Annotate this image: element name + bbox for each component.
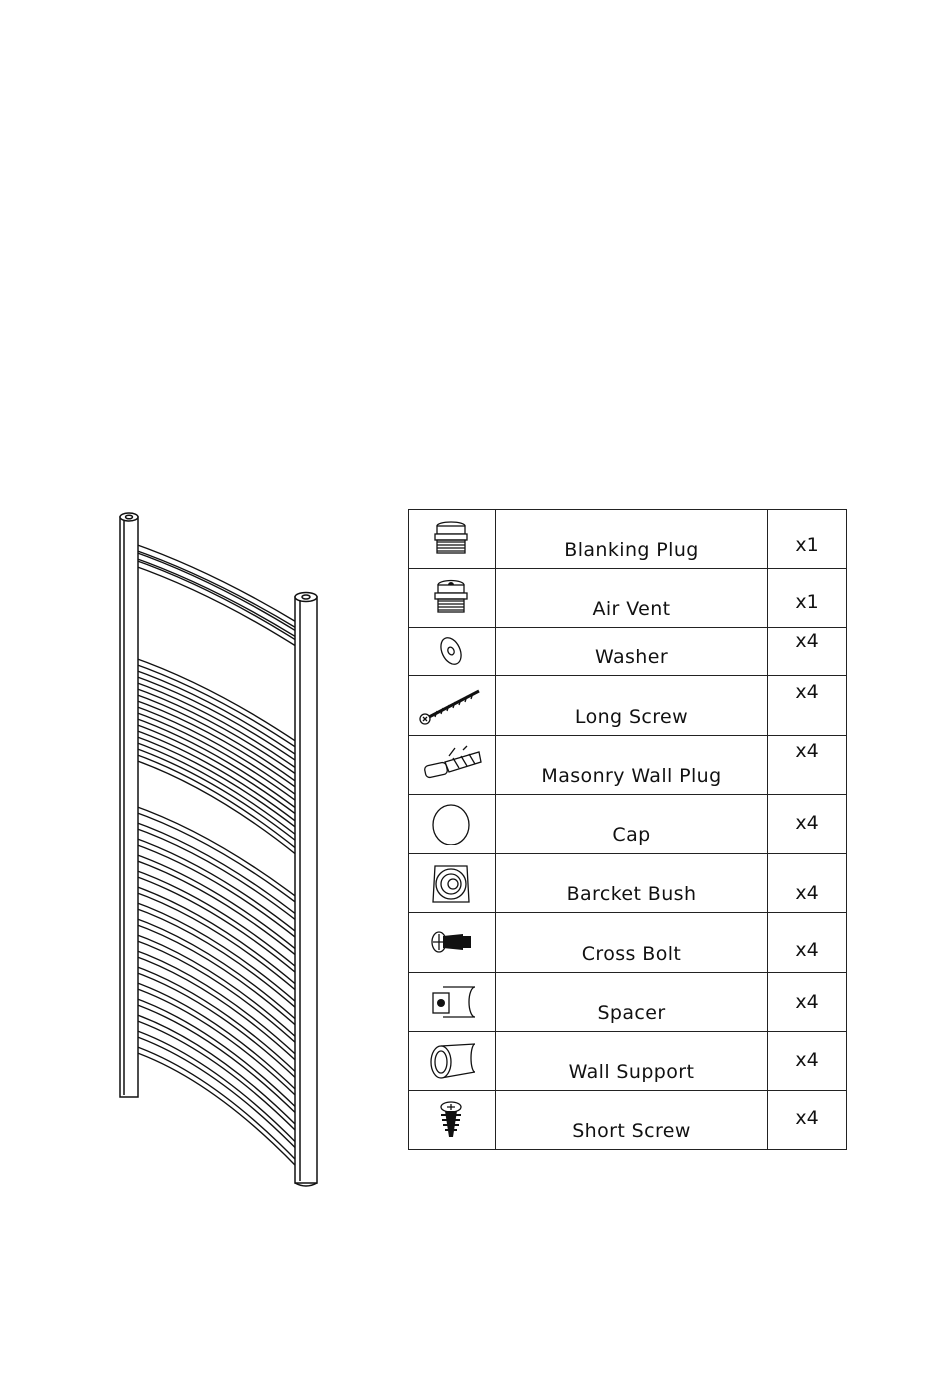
part-name: Cap — [612, 824, 651, 846]
rail-tube-edge — [132, 827, 298, 922]
part-quantity: x1 — [795, 534, 819, 556]
short-screw-icon — [429, 1099, 475, 1141]
part-icon-cell — [409, 510, 496, 569]
part-icon-cell — [409, 913, 496, 973]
right-upright — [295, 593, 317, 1187]
rail-tube-edge — [132, 1019, 298, 1133]
part-name: Long Screw — [574, 706, 689, 728]
bracket-bush-icon — [429, 862, 475, 904]
part-icon-cell — [409, 628, 496, 676]
part-quantity: x4 — [795, 1049, 819, 1071]
part-quantity-cell — [768, 510, 847, 569]
part-icon-cell — [409, 795, 496, 854]
cross-bolt-icon — [429, 922, 475, 964]
part-quantity-cell — [768, 854, 847, 913]
part-name: Wall Support — [568, 1061, 695, 1083]
long-screw-icon — [419, 685, 485, 727]
part-quantity: x4 — [795, 882, 819, 904]
part-name: Spacer — [597, 1002, 666, 1024]
part-quantity: x4 — [795, 740, 819, 762]
parts-table-row — [409, 510, 847, 569]
part-quantity-cell — [768, 1032, 847, 1091]
part-name: Blanking Plug — [564, 539, 699, 561]
part-name: Short Screw — [572, 1120, 691, 1142]
blanking-plug-icon — [429, 518, 475, 560]
rail-tube — [132, 853, 298, 951]
part-name: Barcket Bush — [566, 883, 697, 905]
rail-tube-edge — [132, 971, 298, 1080]
parts-table-row — [409, 628, 847, 676]
part-quantity-cell — [768, 628, 847, 676]
parts-table-row — [409, 973, 847, 1032]
parts-table-row — [409, 1091, 847, 1150]
wall-support-icon — [429, 1040, 475, 1082]
cap-icon — [429, 803, 475, 845]
part-name-cell — [496, 1032, 768, 1091]
part-name-cell — [496, 628, 768, 676]
part-icon-cell — [409, 1032, 496, 1091]
part-name-cell — [496, 913, 768, 973]
parts-table-row — [409, 795, 847, 854]
rail-tube-edge — [132, 987, 298, 1098]
parts-table-row — [409, 854, 847, 913]
radiator-rails — [131, 543, 298, 1169]
parts-list-table — [408, 509, 847, 1150]
part-quantity: x4 — [795, 939, 819, 961]
part-quantity-cell — [768, 569, 847, 628]
part-quantity-cell — [768, 913, 847, 973]
part-name-cell — [496, 569, 768, 628]
left-upright — [120, 513, 138, 1097]
part-quantity: x4 — [795, 1107, 819, 1129]
parts-table-row — [409, 569, 847, 628]
rail-tube — [132, 869, 298, 969]
part-quantity: x4 — [795, 630, 819, 652]
rail-tube-edge — [132, 811, 298, 904]
part-name-cell — [496, 676, 768, 736]
part-name: Air Vent — [592, 598, 671, 620]
parts-table-row — [409, 676, 847, 736]
part-name-cell — [496, 1091, 768, 1150]
part-name-cell — [496, 973, 768, 1032]
part-quantity-cell — [768, 973, 847, 1032]
part-name-cell — [496, 510, 768, 569]
part-quantity-cell — [768, 795, 847, 854]
part-icon-cell — [409, 854, 496, 913]
part-quantity-cell — [768, 736, 847, 795]
part-name-cell — [496, 854, 768, 913]
part-quantity: x4 — [795, 991, 819, 1013]
rail-tube-edge — [132, 1003, 298, 1115]
air-vent-icon — [429, 577, 475, 619]
part-quantity: x1 — [795, 591, 819, 613]
part-icon-cell — [409, 676, 496, 736]
part-quantity: x4 — [795, 812, 819, 834]
masonry-wall-plug-icon — [419, 744, 485, 786]
part-name: Cross Bolt — [581, 943, 682, 965]
towel-radiator-illustration — [112, 505, 328, 1195]
part-quantity: x4 — [795, 681, 819, 703]
part-name-cell — [496, 736, 768, 795]
part-quantity-cell — [768, 1091, 847, 1150]
part-name: Washer — [594, 646, 669, 668]
washer-icon — [429, 631, 475, 673]
parts-table-row — [409, 736, 847, 795]
part-icon-cell — [409, 569, 496, 628]
spacer-icon — [429, 981, 475, 1023]
part-name-cell — [496, 795, 768, 854]
part-icon-cell — [409, 736, 496, 795]
part-quantity-cell — [768, 676, 847, 736]
parts-table-row — [409, 1032, 847, 1091]
part-name: Masonry Wall Plug — [541, 765, 722, 787]
parts-table-row — [409, 913, 847, 973]
part-icon-cell — [409, 1091, 496, 1150]
part-icon-cell — [409, 973, 496, 1032]
